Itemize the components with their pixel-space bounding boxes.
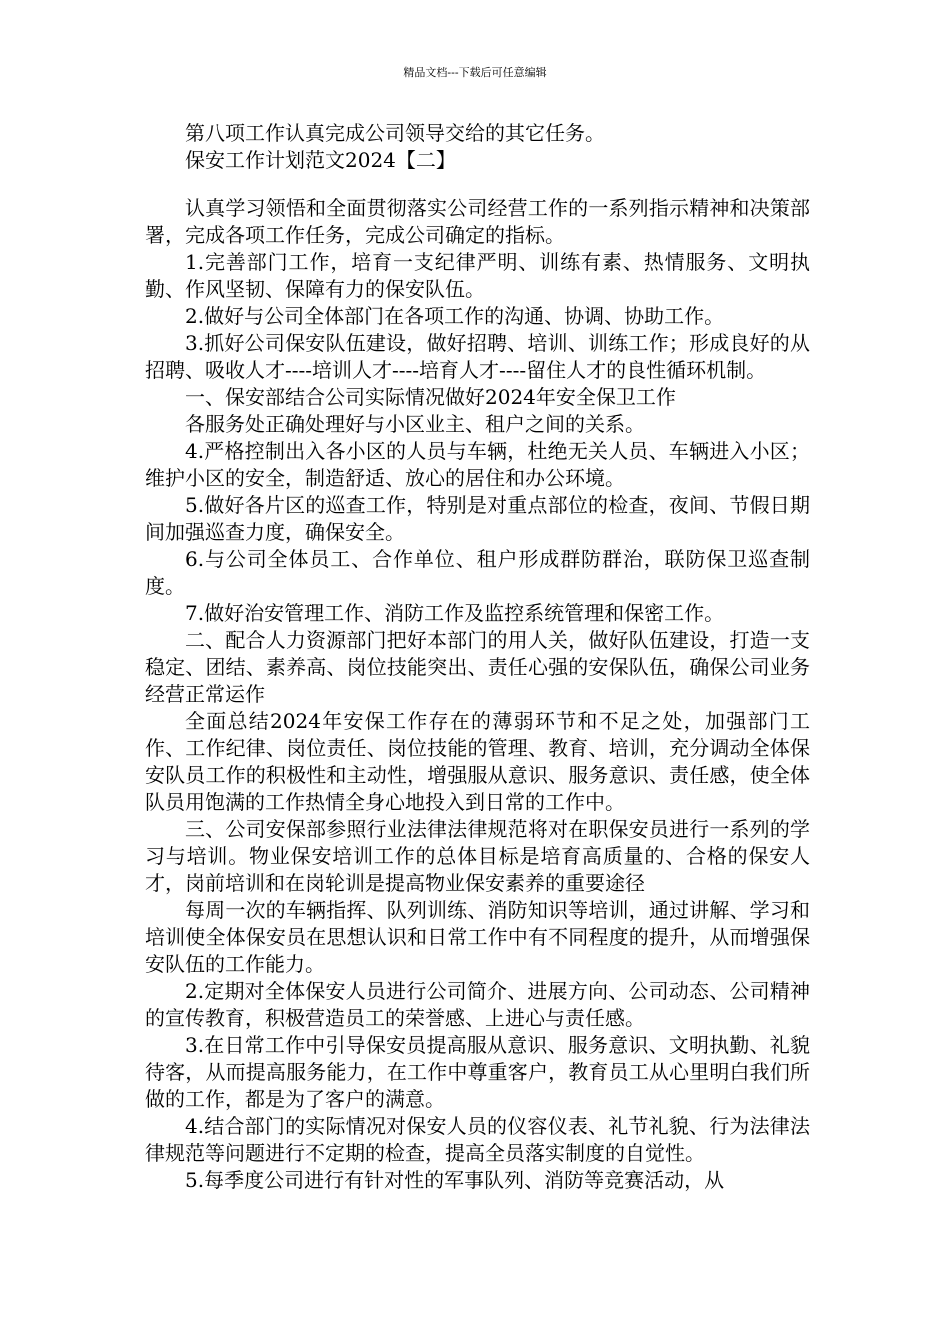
paragraph-item-4: 4.严格控制出入各小区的人员与车辆，杜绝无关人员、车辆进入小区；维护小区的安全，制造舒适、放心的居住和办公环境。 bbox=[145, 439, 810, 490]
page-header: 精品文档---下载后可任意编辑 bbox=[403, 66, 547, 79]
paragraph-intro: 认真学习领悟和全面贯彻落实公司经营工作的一系列指示精神和决策部署，完成各项工作任务，完成公司确定的指标。 bbox=[145, 196, 810, 247]
subheading-three: 三、公司安保部参照行业法律法律规范将对在职保安员进行一系列的学习与培训。物业保安培训工作的总体目标是培育高质量的、合格的保安人才，岗前培训和在岗轮训是提高物业保安素养的重要途径 bbox=[145, 817, 810, 895]
paragraph-training-5: 5.每季度公司进行有针对性的军事队列、消防等竞赛活动，从 bbox=[185, 1168, 725, 1192]
paragraph-item-3: 3.抓好公司保安队伍建设，做好招聘、培训、训练工作；形成良好的从招聘、吸收人才----培训人才----培育人才----留住人才的良性循环机制。 bbox=[145, 331, 810, 382]
paragraph-item-2: 2.做好与公司全体部门在各项工作的沟通、协调、协助工作。 bbox=[185, 304, 725, 328]
subheading-one: 一、保安部结合公司实际情况做好2024年安全保卫工作 bbox=[185, 385, 676, 409]
paragraph-weekly-training: 每周一次的车辆指挥、队列训练、消防知识等培训，通过讲解、学习和培训使全体保安员在思想认识和日常工作中有不同程度的提升，从而增强保安队伍的工作能力。 bbox=[145, 898, 810, 976]
paragraph-item-6: 6.与公司全体员工、合作单位、租户形成群防群治，联防保卫巡查制度。 bbox=[145, 547, 810, 598]
subheading-two: 二、配合人力资源部门把好本部门的用人关，做好队伍建设，打造一支稳定、团结、素养高、岗位技能突出、责任心强的安保队伍，确保公司业务经营正常运作 bbox=[145, 628, 810, 706]
paragraph-item-1: 1.完善部门工作，培育一支纪律严明、训练有素、热情服务、文明执勤、作风坚韧、保障有力的保安队伍。 bbox=[145, 250, 810, 301]
paragraph-training-3: 3.在日常工作中引导保安员提高服从意识、服务意识、文明执勤、礼貌待客，从而提高服务能力，在工作中尊重客户，教育员工从心里明白我们所做的工作，都是为了客户的满意。 bbox=[145, 1033, 810, 1111]
paragraph-training-2: 2.定期对全体保安人员进行公司简介、进展方向、公司动态、公司精神的宣传教育，积极营造员工的荣誉感、上进心与责任感。 bbox=[145, 979, 810, 1030]
paragraph-summary: 全面总结2024年安保工作存在的薄弱环节和不足之处，加强部门工作、工作纪律、岗位责任、岗位技能的管理、教育、培训，充分调动全体保安队员工作的积极性和主动性，增强服从意识、服务意识、责任感，使全体队员用饱满的工作热情全身心地投入到日常的工作中。 bbox=[145, 709, 810, 814]
paragraph-final-task: 第八项工作认真完成公司领导交给的其它任务。 bbox=[185, 121, 605, 145]
document-body bbox=[145, 120, 810, 1194]
paragraph-item-7: 7.做好治安管理工作、消防工作及监控系统管理和保密工作。 bbox=[185, 601, 725, 625]
paragraph-training-4: 4.结合部门的实际情况对保安人员的仪容仪表、礼节礼貌、行为法律法律规范等问题进行不定期的检查，提高全员落实制度的自觉性。 bbox=[145, 1114, 810, 1165]
paragraph-item-5: 5.做好各片区的巡查工作，特别是对重点部位的检查，夜间、节假日期间加强巡查力度，确保安全。 bbox=[145, 493, 810, 544]
section-title: 保安工作计划范文2024【二】 bbox=[185, 148, 456, 172]
paragraph-service-relations: 各服务处正确处理好与小区业主、租户之间的关系。 bbox=[185, 412, 645, 436]
